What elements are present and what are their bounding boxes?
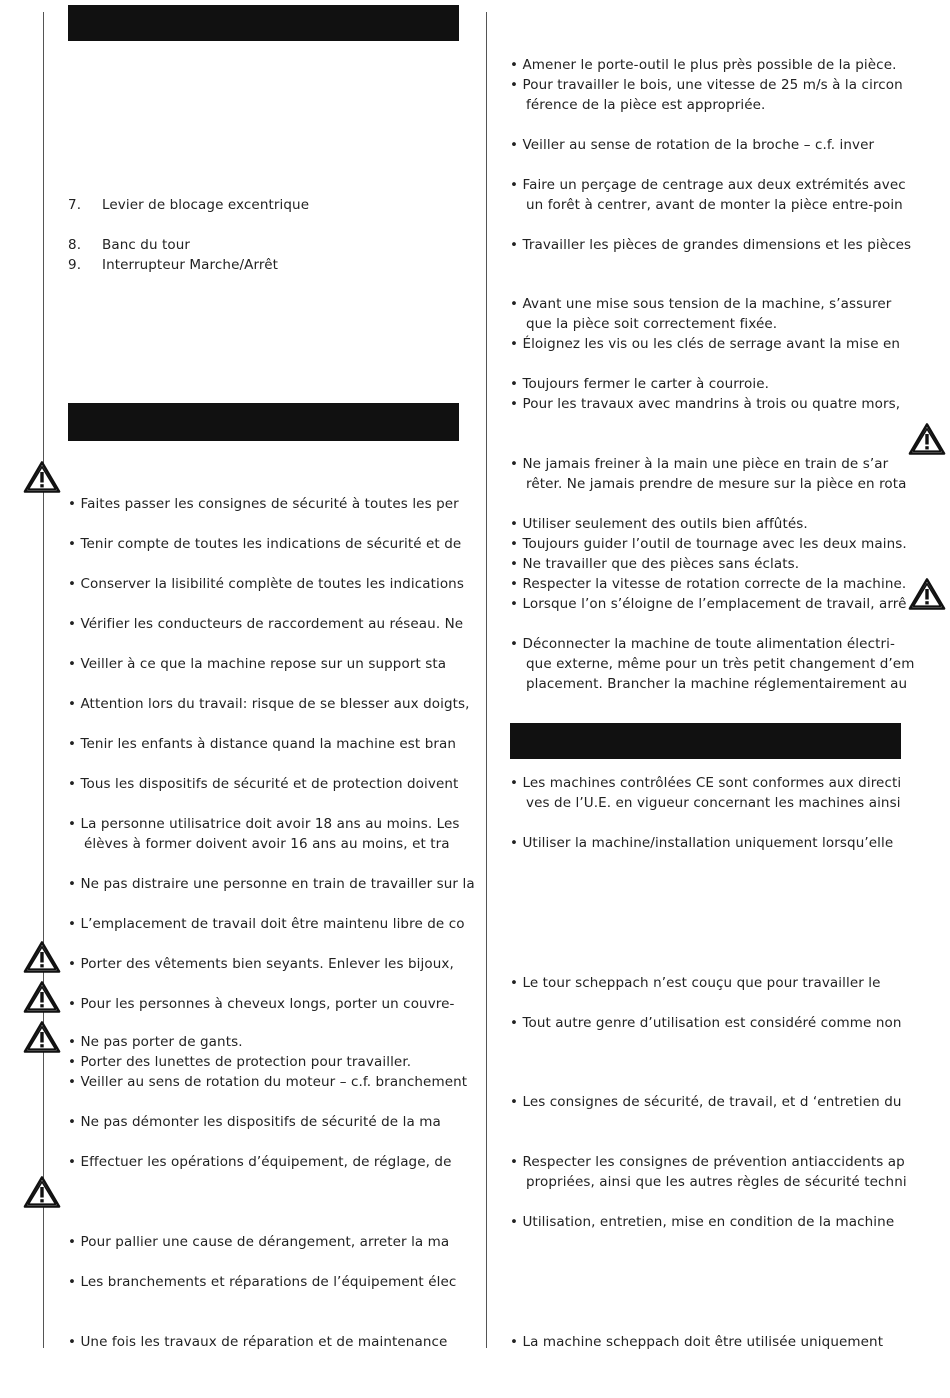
safety-item: • Une fois les travaux de réparation et de maintenance — [68, 1334, 448, 1350]
safety-item: • Vérifier les conducteurs de raccordement au réseau. Ne — [68, 616, 464, 632]
safety-item-continued: que externe, même pour un très petit changement d’em — [526, 656, 915, 672]
safety-item: • Utiliser seulement des outils bien affûtés. — [510, 516, 808, 532]
safety-item: • Déconnecter la machine de toute alimentation électri- — [510, 636, 895, 652]
safety-item: • La personne utilisatrice doit avoir 18 ans au moins. Les — [68, 816, 460, 832]
safety-item: • Pour les personnes à cheveux longs, porter un couvre- — [68, 996, 455, 1012]
usage-item: • Utiliser la machine/installation uniquement lorsqu’elle — [510, 835, 894, 851]
safety-item: • Les branchements et réparations de l’équipement élec — [68, 1274, 457, 1290]
safety-item-continued: un forêt à centrer, avant de monter la pièce entre-poin — [526, 197, 903, 213]
warning-triangle-icon — [23, 980, 61, 1014]
safety-item: • Ne pas distraire une personne en train de travailler sur la — [68, 876, 475, 892]
warning-triangle-icon — [908, 422, 946, 456]
usage-item: • La machine scheppach doit être utilisée uniquement — [510, 1334, 884, 1350]
safety-item: • Conserver la lisibilité complète de toutes les indications — [68, 576, 464, 592]
usage-item: • Les consignes de sécurité, de travail, et d ‘entretien du — [510, 1094, 902, 1110]
warning-triangle-icon — [23, 460, 61, 494]
safety-item: • Effectuer les opérations d’équipement, de réglage, de — [68, 1154, 452, 1170]
safety-item: • Travailler les pièces de grandes dimensions et les pièces — [510, 237, 912, 253]
safety-item: • Avant une mise sous tension de la machine, s’assurer — [510, 296, 892, 312]
safety-item-continued: férence de la pièce est appropriée. — [526, 97, 766, 113]
safety-item: • Respecter la vitesse de rotation correcte de la machine. — [510, 576, 907, 592]
warning-triangle-icon — [23, 1020, 61, 1054]
safety-item: • Amener le porte-outil le plus près possible de la pièce. — [510, 57, 897, 73]
safety-item: • Faites passer les consignes de sécurité à toutes les per — [68, 496, 459, 512]
safety-item: • Pour les travaux avec mandrins à trois ou quatre mors, — [510, 396, 901, 412]
safety-item: • Porter des vêtements bien seyants. Enlever les bijoux, — [68, 956, 454, 972]
safety-item-continued: élèves à former doivent avoir 16 ans au moins, et tra — [84, 836, 450, 852]
safety-item: • Tous les dispositifs de sécurité et de protection doivent — [68, 776, 459, 792]
section-header-bar — [510, 723, 901, 759]
safety-item: • Tenir les enfants à distance quand la machine est bran — [68, 736, 457, 752]
safety-item: • Tenir compte de toutes les indications de sécurité et de — [68, 536, 462, 552]
safety-item: • Éloignez les vis ou les clés de serrage avant la mise en — [510, 336, 901, 352]
part-number: 9. — [68, 257, 82, 273]
section-header-bar — [68, 403, 459, 441]
usage-item: • Les machines contrôlées CE sont conformes aux directi — [510, 775, 902, 791]
safety-item: • Ne pas porter de gants. — [68, 1034, 243, 1050]
part-label: Banc du tour — [102, 237, 191, 253]
right-column-rule — [486, 12, 487, 1348]
usage-item: • Utilisation, entretien, mise en condition de la machine — [510, 1214, 895, 1230]
safety-item: • Ne pas démonter les dispositifs de sécurité de la ma — [68, 1114, 441, 1130]
safety-item: • Pour pallier une cause de dérangement, arreter la ma — [68, 1234, 450, 1250]
usage-item: • Tout autre genre d’utilisation est considéré comme non — [510, 1015, 902, 1031]
usage-item: • Le tour scheppach n’est couçu que pour travailler le — [510, 975, 881, 991]
safety-item: • Toujours fermer le carter à courroie. — [510, 376, 770, 392]
usage-item-continued: propriées, ainsi que les autres règles de sécurité techni — [526, 1174, 907, 1190]
part-number: 8. — [68, 237, 82, 253]
safety-item-continued: placement. Brancher la machine réglementairement au — [526, 676, 908, 692]
safety-item: • Veiller au sens de rotation du moteur – c.f. branchement — [68, 1074, 468, 1090]
warning-triangle-icon — [23, 1175, 61, 1209]
safety-item: • Porter des lunettes de protection pour travailler. — [68, 1054, 412, 1070]
warning-triangle-icon — [23, 940, 61, 974]
section-header-bar — [68, 5, 459, 41]
safety-item: • Faire un perçage de centrage aux deux extrémités avec — [510, 177, 906, 193]
safety-item: • Pour travailler le bois, une vitesse de 25 m/s à la circon — [510, 77, 903, 93]
part-number: 7. — [68, 197, 82, 213]
safety-item: • Lorsque l’on s’éloigne de l’emplacement de travail, arrê — [510, 596, 907, 612]
safety-item: • Toujours guider l’outil de tournage avec les deux mains. — [510, 536, 907, 552]
safety-item: • Attention lors du travail: risque de se blesser aux doigts, — [68, 696, 470, 712]
usage-item-continued: ves de l’U.E. en vigueur concernant les machines ainsi — [526, 795, 901, 811]
safety-item: • Ne jamais freiner à la main une pièce en train de s’ar — [510, 456, 889, 472]
safety-item-continued: rêter. Ne jamais prendre de mesure sur la pièce en rota — [526, 476, 907, 492]
safety-item: • Veiller au sense de rotation de la broche – c.f. inver — [510, 137, 875, 153]
safety-item: • Ne travailler que des pièces sans éclats. — [510, 556, 800, 572]
warning-triangle-icon — [908, 577, 946, 611]
safety-item: • L’emplacement de travail doit être maintenu libre de co — [68, 916, 465, 932]
part-label: Levier de blocage excentrique — [102, 197, 310, 213]
usage-item: • Respecter les consignes de prévention antiaccidents ap — [510, 1154, 905, 1170]
part-label: Interrupteur Marche/Arrêt — [102, 257, 279, 273]
left-column-rule — [43, 12, 44, 1348]
safety-item-continued: que la pièce soit correctement fixée. — [526, 316, 778, 332]
safety-item: • Veiller à ce que la machine repose sur un support sta — [68, 656, 447, 672]
